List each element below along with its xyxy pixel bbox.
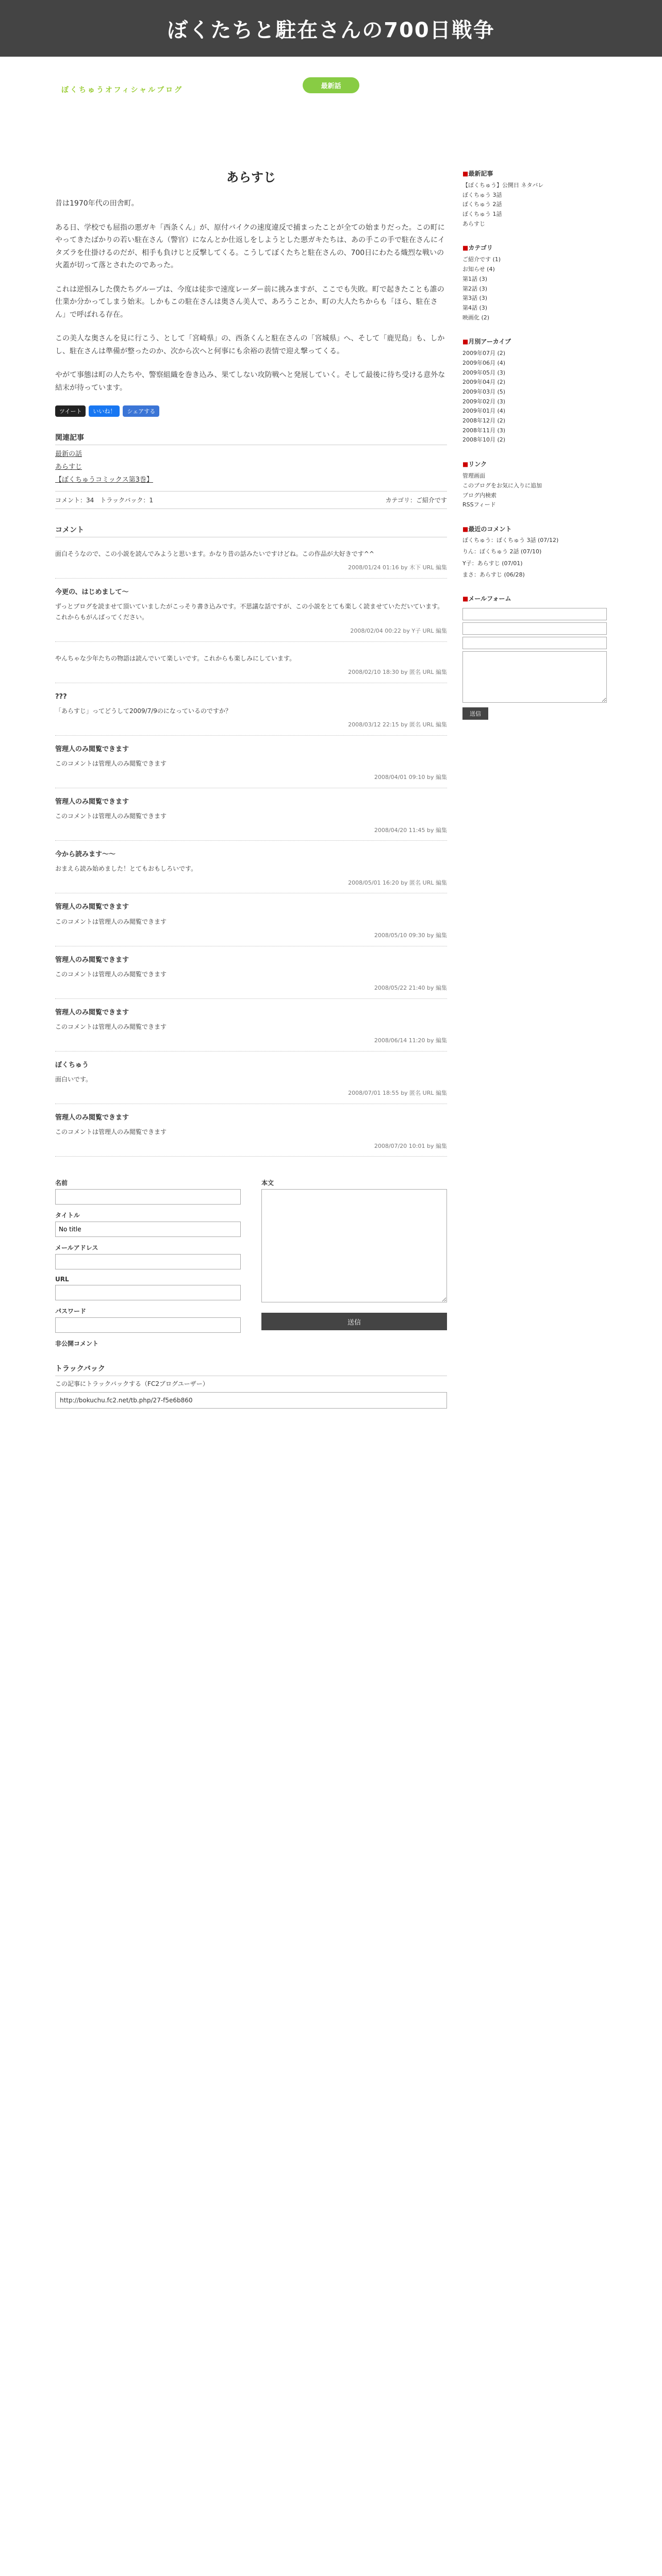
related-list xyxy=(55,448,447,484)
sidebar-item[interactable]: 管理画面 xyxy=(462,472,485,480)
comment-item xyxy=(55,736,447,788)
like-button[interactable]: いいね！ xyxy=(89,405,120,417)
comment-meta[interactable]: 2008/07/01 18:55 by 匿名 URL 編集 xyxy=(348,1090,447,1097)
comment-title: 管理人のみ閲覧できます xyxy=(55,1114,129,1122)
sidebar-section-label: カテゴリ xyxy=(468,244,493,252)
sidebar-item[interactable]: 映画化 (2) xyxy=(462,314,490,321)
secret-label: 非公開コメント xyxy=(55,1340,99,1348)
comment-item xyxy=(55,1052,447,1104)
title-input[interactable] xyxy=(55,1222,241,1237)
comment-form xyxy=(55,1172,447,1348)
blog-title[interactable]: ぼくたちと駐在さんの700日戦争 xyxy=(167,18,495,42)
comment-meta[interactable]: 2008/05/22 21:40 by 編集 xyxy=(374,985,447,992)
sidebar-item[interactable]: ブログ内検索 xyxy=(462,492,496,499)
sidebar-item[interactable]: RSSフィード xyxy=(462,501,496,509)
latest-episode-button[interactable]: 最新話 xyxy=(303,77,359,93)
comment-text: このコメントは管理人のみ閲覧できます xyxy=(55,1128,167,1136)
sidebar-item[interactable]: 2009年04月 (2) xyxy=(462,379,506,386)
sidebar-item[interactable]: ぼくちゅう 1話 xyxy=(462,211,502,218)
sidebar-item[interactable]: 2009年07月 (2) xyxy=(462,350,506,357)
name-label: 名前 xyxy=(55,1179,68,1187)
blog-header xyxy=(0,0,662,57)
comment-count[interactable]: コメント：34 xyxy=(55,497,94,504)
comment-text: このコメントは管理人のみ閲覧できます xyxy=(55,812,167,820)
tweet-button[interactable]: ツイート xyxy=(55,405,86,417)
comment-text: やんちゃな少年たちの物語は読んでいて楽しいです。これからも楽しみにしています。 xyxy=(55,654,296,662)
comment-item xyxy=(55,999,447,1052)
title-label: タイトル xyxy=(55,1212,80,1219)
comment-title: 管理人のみ閲覧できます xyxy=(55,798,129,806)
site-logo[interactable]: ぼくちゅうオフィシャルブログ xyxy=(61,86,184,94)
comment-item xyxy=(55,683,447,736)
sidebar-item[interactable]: 第2話 (3) xyxy=(462,285,488,292)
comment-text: ずっとブログを読ませて頂いていましたがこっそり書き込みです。不思議な話ですが、この小説をとても楽しく読ませていただいています。これからもがんばってください。 xyxy=(55,603,444,621)
comment-meta[interactable]: 2008/01/24 01:16 by 木下 URL 編集 xyxy=(348,564,447,571)
comment-item xyxy=(55,946,447,999)
related-link[interactable]: 最新の話 xyxy=(55,450,82,458)
comment-item xyxy=(55,788,447,841)
sidebar-item[interactable]: ご紹介です (1) xyxy=(462,256,501,263)
post-paragraph: これは逆恨みした僕たちグループは、今度は徒歩で速度レーダー前に挑みますが、ここでも失敗。町で起きたことも誰の仕業か分かってしまう始末。しかもこの駐在さんは奥さん美人で、あろうことか、町の大人たちからも「ほら、駐在さん」で呼ばれる存在。 xyxy=(55,285,444,319)
sidebar-item[interactable]: 2009年02月 (3) xyxy=(462,398,506,405)
mail-name-input[interactable] xyxy=(462,608,607,620)
comment-title: ぼくちゅう xyxy=(55,1061,89,1069)
related-title: 関連記事 xyxy=(55,432,447,445)
comment-item xyxy=(55,579,447,642)
trackback-section xyxy=(55,1363,447,1409)
comment-item xyxy=(55,1104,447,1157)
sidebar-section-title: ■最新記事 xyxy=(462,170,493,177)
comment-title: 管理人のみ閲覧できます xyxy=(55,956,129,964)
sidebar-item[interactable]: 2008年12月 (2) xyxy=(462,417,506,425)
comment-meta[interactable]: 2008/04/01 09:10 by 編集 xyxy=(374,774,447,781)
comment-list xyxy=(55,537,447,1157)
comment-title: 管理人のみ閲覧できます xyxy=(55,903,129,911)
share-buttons xyxy=(55,405,447,417)
body-input[interactable] xyxy=(261,1189,447,1302)
post-title: あらすじ xyxy=(226,170,276,184)
password-input[interactable] xyxy=(55,1317,241,1333)
comment-title: 今更の、はじめまして〜 xyxy=(55,588,129,597)
mail-title-label: メールフォーム xyxy=(468,595,511,602)
sidebar-item[interactable]: 第4話 (3) xyxy=(462,304,488,311)
sidebar-section-title: ■カテゴリ xyxy=(462,244,493,252)
submit-button[interactable]: 送信 xyxy=(261,1313,447,1330)
sidebar-section-title: ■リンク xyxy=(462,461,487,468)
related-link[interactable]: 【ぼくちゅうコミックス第3巻】 xyxy=(55,476,153,484)
sidebar-item[interactable]: あらすじ xyxy=(462,220,485,227)
comment-item xyxy=(55,841,447,893)
comment-meta[interactable]: 2008/05/10 09:30 by 編集 xyxy=(374,931,447,939)
comment-text: このコメントは管理人のみ閲覧できます xyxy=(55,759,167,767)
comment-text: このコメントは管理人のみ閲覧できます xyxy=(55,1023,167,1030)
sidebar-item[interactable]: 2008年11月 (3) xyxy=(462,427,506,434)
sidebar xyxy=(462,155,607,720)
post-body xyxy=(55,197,447,394)
body-label: 本文 xyxy=(261,1179,274,1187)
mail-send-button[interactable]: 送信 xyxy=(462,707,488,720)
comment-text: 面白そうなので、この小説を読んでみようと思います。かなり昔の話みたいですけどね。この作品が大好きです^^ xyxy=(55,550,374,557)
sidebar-item[interactable]: ぼくちゅう 2話 xyxy=(462,201,502,208)
url-input[interactable] xyxy=(55,1285,241,1300)
sidebar-section-title: ■月別アーカイブ xyxy=(462,338,511,346)
sidebar-item[interactable]: 第3話 (3) xyxy=(462,295,488,302)
post-paragraph: ある日、学校でも屈指の悪ガキ「西条くん」が、原付バイクの速度違反で捕まったことが全ての始まりだった。この町にやってきたばかりの若い駐在さん（警官）になんとか仕返しをしようとした悪ガキたちは、あの手この手で駐在さんにイタズラを仕掛けるのだが、相手も負けじと反撃してくる。こうしてぼくたちと駐在さんの、700日にわたる熾烈な戦いの火蓋が切って落とされたのであった。 xyxy=(55,223,445,269)
mail-title: ■メールフォーム xyxy=(462,595,511,602)
sidebar-item[interactable]: 第1話 (3) xyxy=(462,275,488,282)
recent-comment-item[interactable]: まさ：あらすじ (06/28) xyxy=(462,571,525,579)
mail-address-input[interactable] xyxy=(462,622,607,635)
sidebar-section-label: 最新記事 xyxy=(468,170,493,177)
recent-comments-label: 最近のコメント xyxy=(468,525,512,533)
trackback-title: トラックバック xyxy=(55,1363,447,1376)
sidebar-item[interactable]: ぼくちゅう 3話 xyxy=(462,191,502,198)
sidebar-item[interactable]: 【ぼくちゅう】公開日 ネタバレ xyxy=(462,182,544,189)
post-paragraph: やがて事態は町の人たちや、警察組織を巻き込み、果てしない攻防戦へと発展していく。そして最後に待ち受ける意外な結末が待っています。 xyxy=(55,371,445,392)
share-button[interactable]: シェアする xyxy=(123,405,159,417)
mail-input[interactable] xyxy=(55,1254,241,1269)
comment-title: ??? xyxy=(55,692,67,701)
comment-meta[interactable]: 2008/03/12 22:15 by 匿名 URL 編集 xyxy=(348,721,447,728)
comment-meta[interactable]: 2008/04/20 11:45 by 編集 xyxy=(374,826,447,834)
comment-text: おまえら読み始めました！とてもおもしろいです。 xyxy=(55,865,197,873)
post-info-bar xyxy=(55,491,447,509)
comment-title: 今から読みます〜〜 xyxy=(55,851,116,859)
comment-meta[interactable]: 2008/06/14 11:20 by 編集 xyxy=(374,1037,447,1044)
post-category[interactable]: カテゴリ：ご紹介です xyxy=(385,497,447,504)
url-label: URL xyxy=(55,1276,69,1283)
comment-text: 面白いです。 xyxy=(55,1076,92,1083)
sidebar-section-label: リンク xyxy=(468,461,487,468)
related-link[interactable]: あらすじ xyxy=(55,463,82,471)
main-column xyxy=(55,155,447,1409)
trackback-desc: この記事にトラックバックする（FC2ブログユーザー） xyxy=(55,1380,209,1388)
mail-body-input[interactable] xyxy=(462,651,607,703)
comments-title: コメント xyxy=(55,524,447,537)
mail-label: メールアドレス xyxy=(55,1244,98,1252)
trackback-count[interactable]: トラックバック：1 xyxy=(100,497,153,504)
comment-text: このコメントは管理人のみ閲覧できます xyxy=(55,918,167,925)
sidebar-item[interactable]: 2009年03月 (5) xyxy=(462,388,506,395)
mail-subject-input[interactable] xyxy=(462,637,607,649)
recent-comment-item[interactable]: りん：ぼくちゅう 2話 (07/10) xyxy=(462,548,542,555)
comment-text: 「あらすじ」ってどうして2009/7/9のになっているのですか？ xyxy=(55,707,231,715)
recent-comment-item[interactable]: Y子：あらすじ (07/01) xyxy=(462,560,523,567)
comment-item xyxy=(55,893,447,946)
recent-comments-title: ■最近のコメント xyxy=(462,525,512,533)
sidebar-item[interactable]: 2009年05月 (3) xyxy=(462,369,506,376)
sidebar-item[interactable]: 2008年10月 (2) xyxy=(462,436,506,444)
sidebar-section-label: 月別アーカイブ xyxy=(468,338,511,346)
comment-title: 管理人のみ閲覧できます xyxy=(55,745,129,753)
comment-meta[interactable]: 2008/07/20 10:01 by 編集 xyxy=(374,1142,447,1149)
post-paragraph: この美人な奥さんを見に行こう、として「宮崎県」の、西条くんと駐在さんの「宮城県」へ、そして「鹿児島」も、しかし、駐在さんは準備が整ったのか、次から次へと何事にも余裕の表情で迎え撃ってくる。 xyxy=(55,334,445,355)
comment-title: 管理人のみ閲覧できます xyxy=(55,1008,129,1016)
sidebar-item[interactable]: このブログをお気に入りに追加 xyxy=(462,482,542,489)
comment-meta[interactable]: 2008/05/01 16:20 by 匿名 URL 編集 xyxy=(348,879,447,886)
comment-meta[interactable]: 2008/02/10 18:30 by 匿名 URL 編集 xyxy=(348,669,447,676)
sidebar-item[interactable]: お知らせ (4) xyxy=(462,266,495,273)
sidebar-item[interactable]: 2009年06月 (4) xyxy=(462,359,506,366)
comment-item xyxy=(55,537,447,579)
post-paragraph: 昔は1970年代の田舎町。 xyxy=(55,199,139,208)
trackback-url[interactable]: http://bokuchu.fc2.net/tb.php/27-f5e6b860 xyxy=(55,1392,447,1409)
sidebar-item[interactable]: 2009年01月 (4) xyxy=(462,408,506,415)
name-input[interactable] xyxy=(55,1189,241,1205)
password-label: パスワード xyxy=(55,1308,87,1315)
comment-meta[interactable]: 2008/02/04 00:22 by Y子 URL 編集 xyxy=(350,627,447,634)
comment-item xyxy=(55,642,447,683)
comment-text: このコメントは管理人のみ閲覧できます xyxy=(55,970,167,978)
recent-comment-item[interactable]: ぼくちゅう：ぼくちゅう 3話 (07/12) xyxy=(462,536,559,544)
